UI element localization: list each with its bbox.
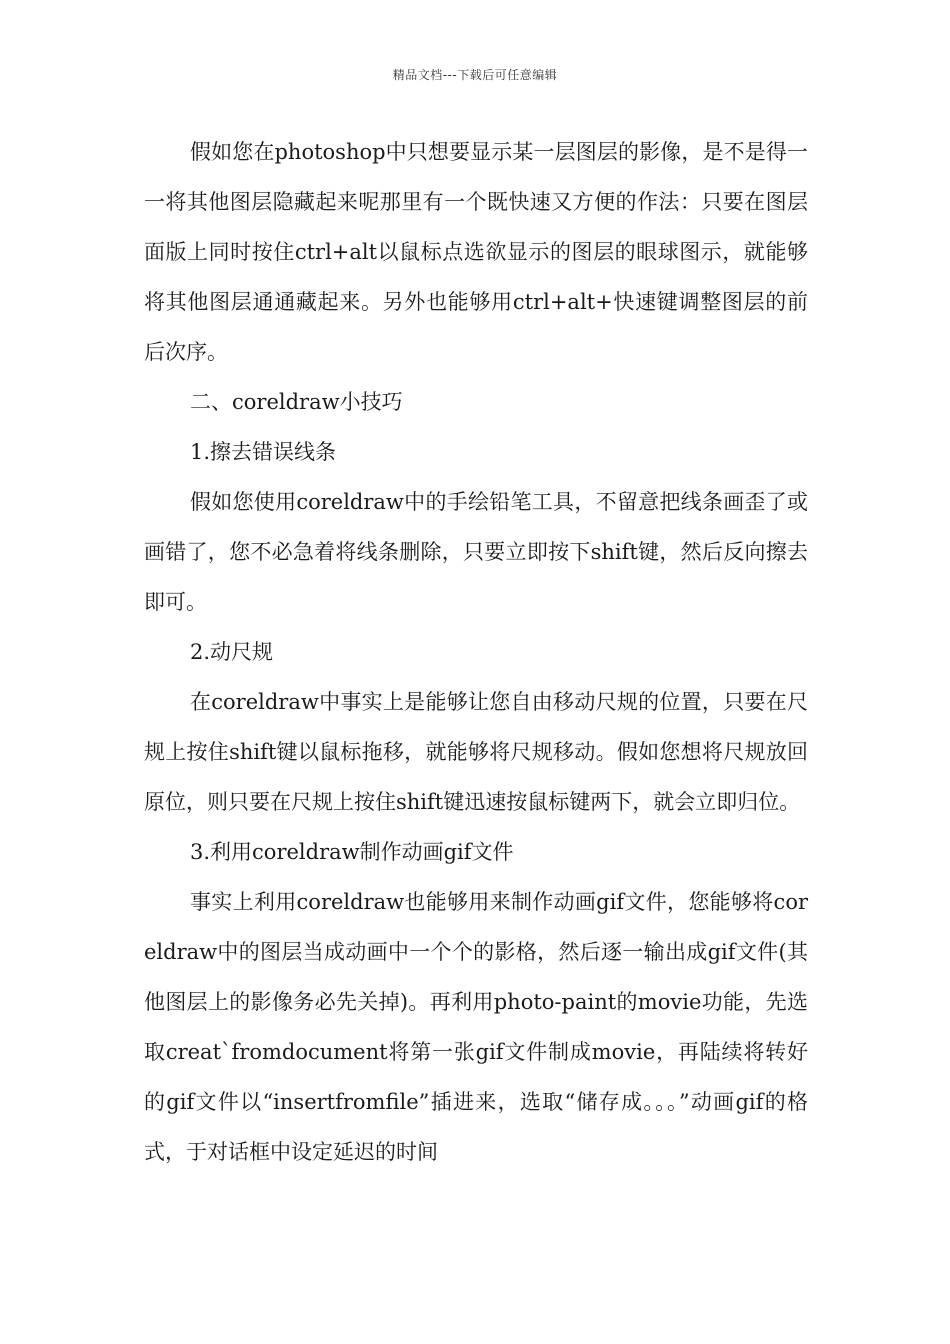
- page-header: 精品文档---下载后可任意编辑: [392, 68, 558, 82]
- section-heading-coreldraw: 二、coreldraw小技巧: [190, 390, 403, 414]
- document-body: [144, 127, 808, 1177]
- subheading-erase-lines: 1.擦去错误线条: [190, 440, 337, 464]
- subheading-animated-gif: 3.利用coreldraw制作动画gif文件: [190, 840, 514, 864]
- subheading-move-ruler: 2.动尺规: [190, 640, 274, 664]
- paragraph-photoshop-layers: 假如您在photoshop中只想要显示某一层图层的影像，是不是得一一将其他图层隐藏起来呢那里有一个既快速又方便的作法：只要在图层面版上同时按住ctrl+alt以鼠标点选欲显示的图层的眼球图示，就能够将其他图层通通藏起来。另外也能够用ctrl+alt+快速键调整图层的前后次序。: [144, 140, 808, 364]
- paragraph-animated-gif: 事实上利用coreldraw也能够用来制作动画gif文件，您能够将coreldraw中的图层当成动画中一个个的影格，然后逐一输出成gif文件(其他图层上的影像务必先关掉)。再利用photo-paint的movie功能，先选取creat`fromdocument将第一张gif文件制成movie，再陆续将转好的gif文件以“insertfromfile”插进来，选取“储存成。。。”动画gif的格式，于对话框中设定延迟的时间: [144, 890, 808, 1164]
- paragraph-erase-lines: 假如您使用coreldraw中的手绘铅笔工具，不留意把线条画歪了或画错了，您不必急着将线条删除，只要立即按下shift键，然后反向擦去即可。: [144, 490, 808, 614]
- paragraph-move-ruler: 在coreldraw中事实上是能够让您自由移动尺规的位置，只要在尺规上按住shift键以鼠标拖移，就能够将尺规移动。假如您想将尺规放回原位，则只要在尺规上按住shift键迅速按鼠标键两下，就会立即归位。: [144, 690, 808, 814]
